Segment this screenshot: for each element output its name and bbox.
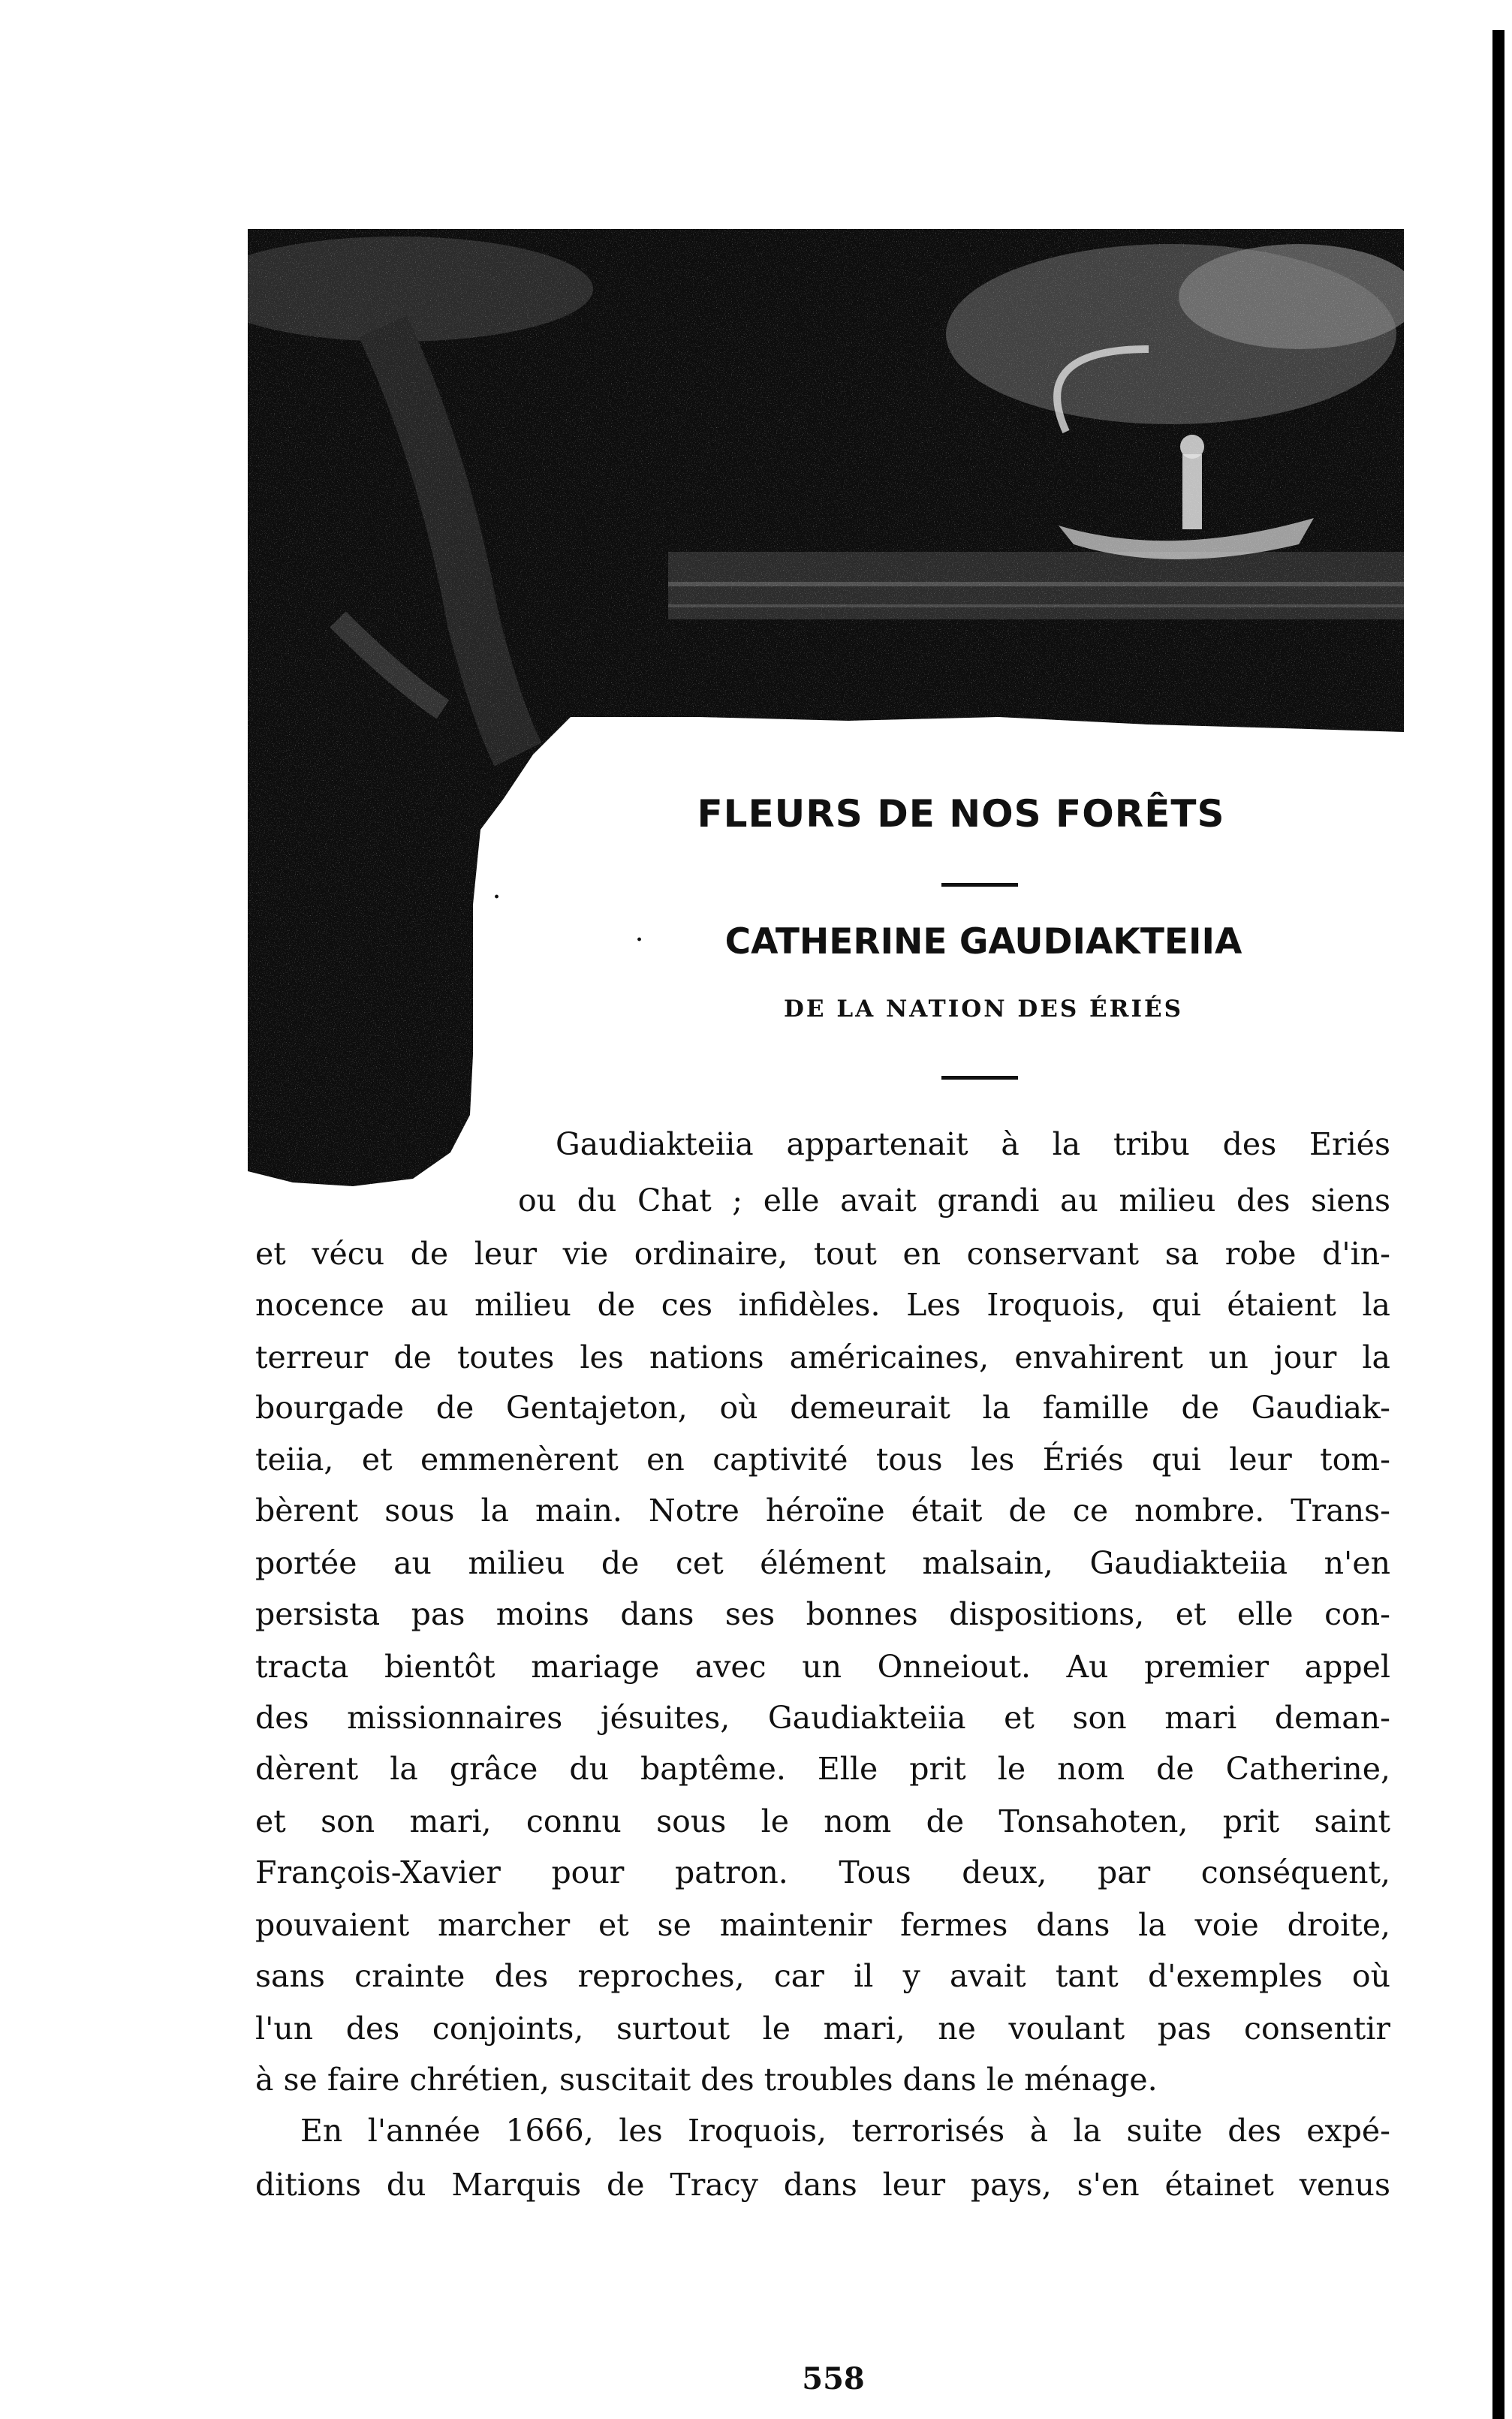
text-line: à se faire chrétien, suscitait des troubles dans le ménage. <box>255 2062 1158 2098</box>
title-divider <box>941 883 1018 887</box>
text-line: François-Xavier pour patron. Tous deux, par conséquent, <box>255 1854 1390 1890</box>
print-speck: · <box>493 886 501 908</box>
text-line: teiia, et emmenèrent en captivité tous les Ériés qui leur tom- <box>255 1441 1390 1478</box>
text-line: dèrent la grâce du baptême. Elle prit le nom de Catherine, <box>255 1751 1390 1787</box>
text-line: sans crainte des reproches, car il y avait tant d'exemples où <box>255 1958 1390 1994</box>
text-line: des missionnaires jésuites, Gaudiakteiia et son mari deman- <box>255 1700 1390 1736</box>
article-subtitle-nation: DE LA NATION DES ÉRIÉS <box>784 996 1183 1023</box>
engraving-illustration <box>248 229 1404 1197</box>
text-line: et vécu de leur vie ordinaire, tout en conservant sa robe d'in- <box>255 1236 1390 1272</box>
page-edge-bar <box>1492 30 1504 2419</box>
text-line: En l'année 1666, les Iroquois, terrorisés à la suite des expé- <box>300 2113 1390 2149</box>
text-line: terreur de toutes les nations américaines, envahirent un jour la <box>255 1339 1390 1375</box>
text-line: bèrent sous la main. Notre héroïne était de ce nombre. Trans- <box>255 1493 1390 1529</box>
text-line: persista pas moins dans ses bonnes dispositions, et elle con- <box>255 1596 1390 1632</box>
text-line: l'un des conjoints, surtout le mari, ne voulant pas consentir <box>255 2011 1390 2047</box>
text-line: bourgade de Gentajeton, où demeurait la famille de Gaudiak- <box>255 1390 1390 1426</box>
text-line: ou du Chat ; elle avait grandi au milieu des siens <box>518 1182 1390 1219</box>
article-title: FLEURS DE NOS FORÊTS <box>697 792 1225 836</box>
text-line: pouvaient marcher et se maintenir fermes dans la voie droite, <box>255 1907 1390 1943</box>
text-line: ditions du Marquis de Tracy dans leur pays, s'en étainet venus <box>255 2167 1390 2203</box>
text-line: portée au milieu de cet élément malsain, Gaudiakteiia n'en <box>255 1545 1390 1581</box>
subtitle-divider <box>941 1076 1018 1080</box>
page-number: 558 <box>802 2361 865 2396</box>
text-line: nocence au milieu de ces infidèles. Les Iroquois, qui étaient la <box>255 1287 1390 1323</box>
article-subtitle: CATHERINE GAUDIAKTEIIA <box>724 921 1242 962</box>
text-line: Gaudiakteiia appartenait à la tribu des Eriés <box>556 1126 1390 1162</box>
print-speck: · <box>636 929 643 951</box>
text-line: et son mari, connu sous le nom de Tonsahoten, prit saint <box>255 1803 1390 1839</box>
text-line: tracta bientôt mariage avec un Onneiout. Au premier appel <box>255 1649 1390 1685</box>
